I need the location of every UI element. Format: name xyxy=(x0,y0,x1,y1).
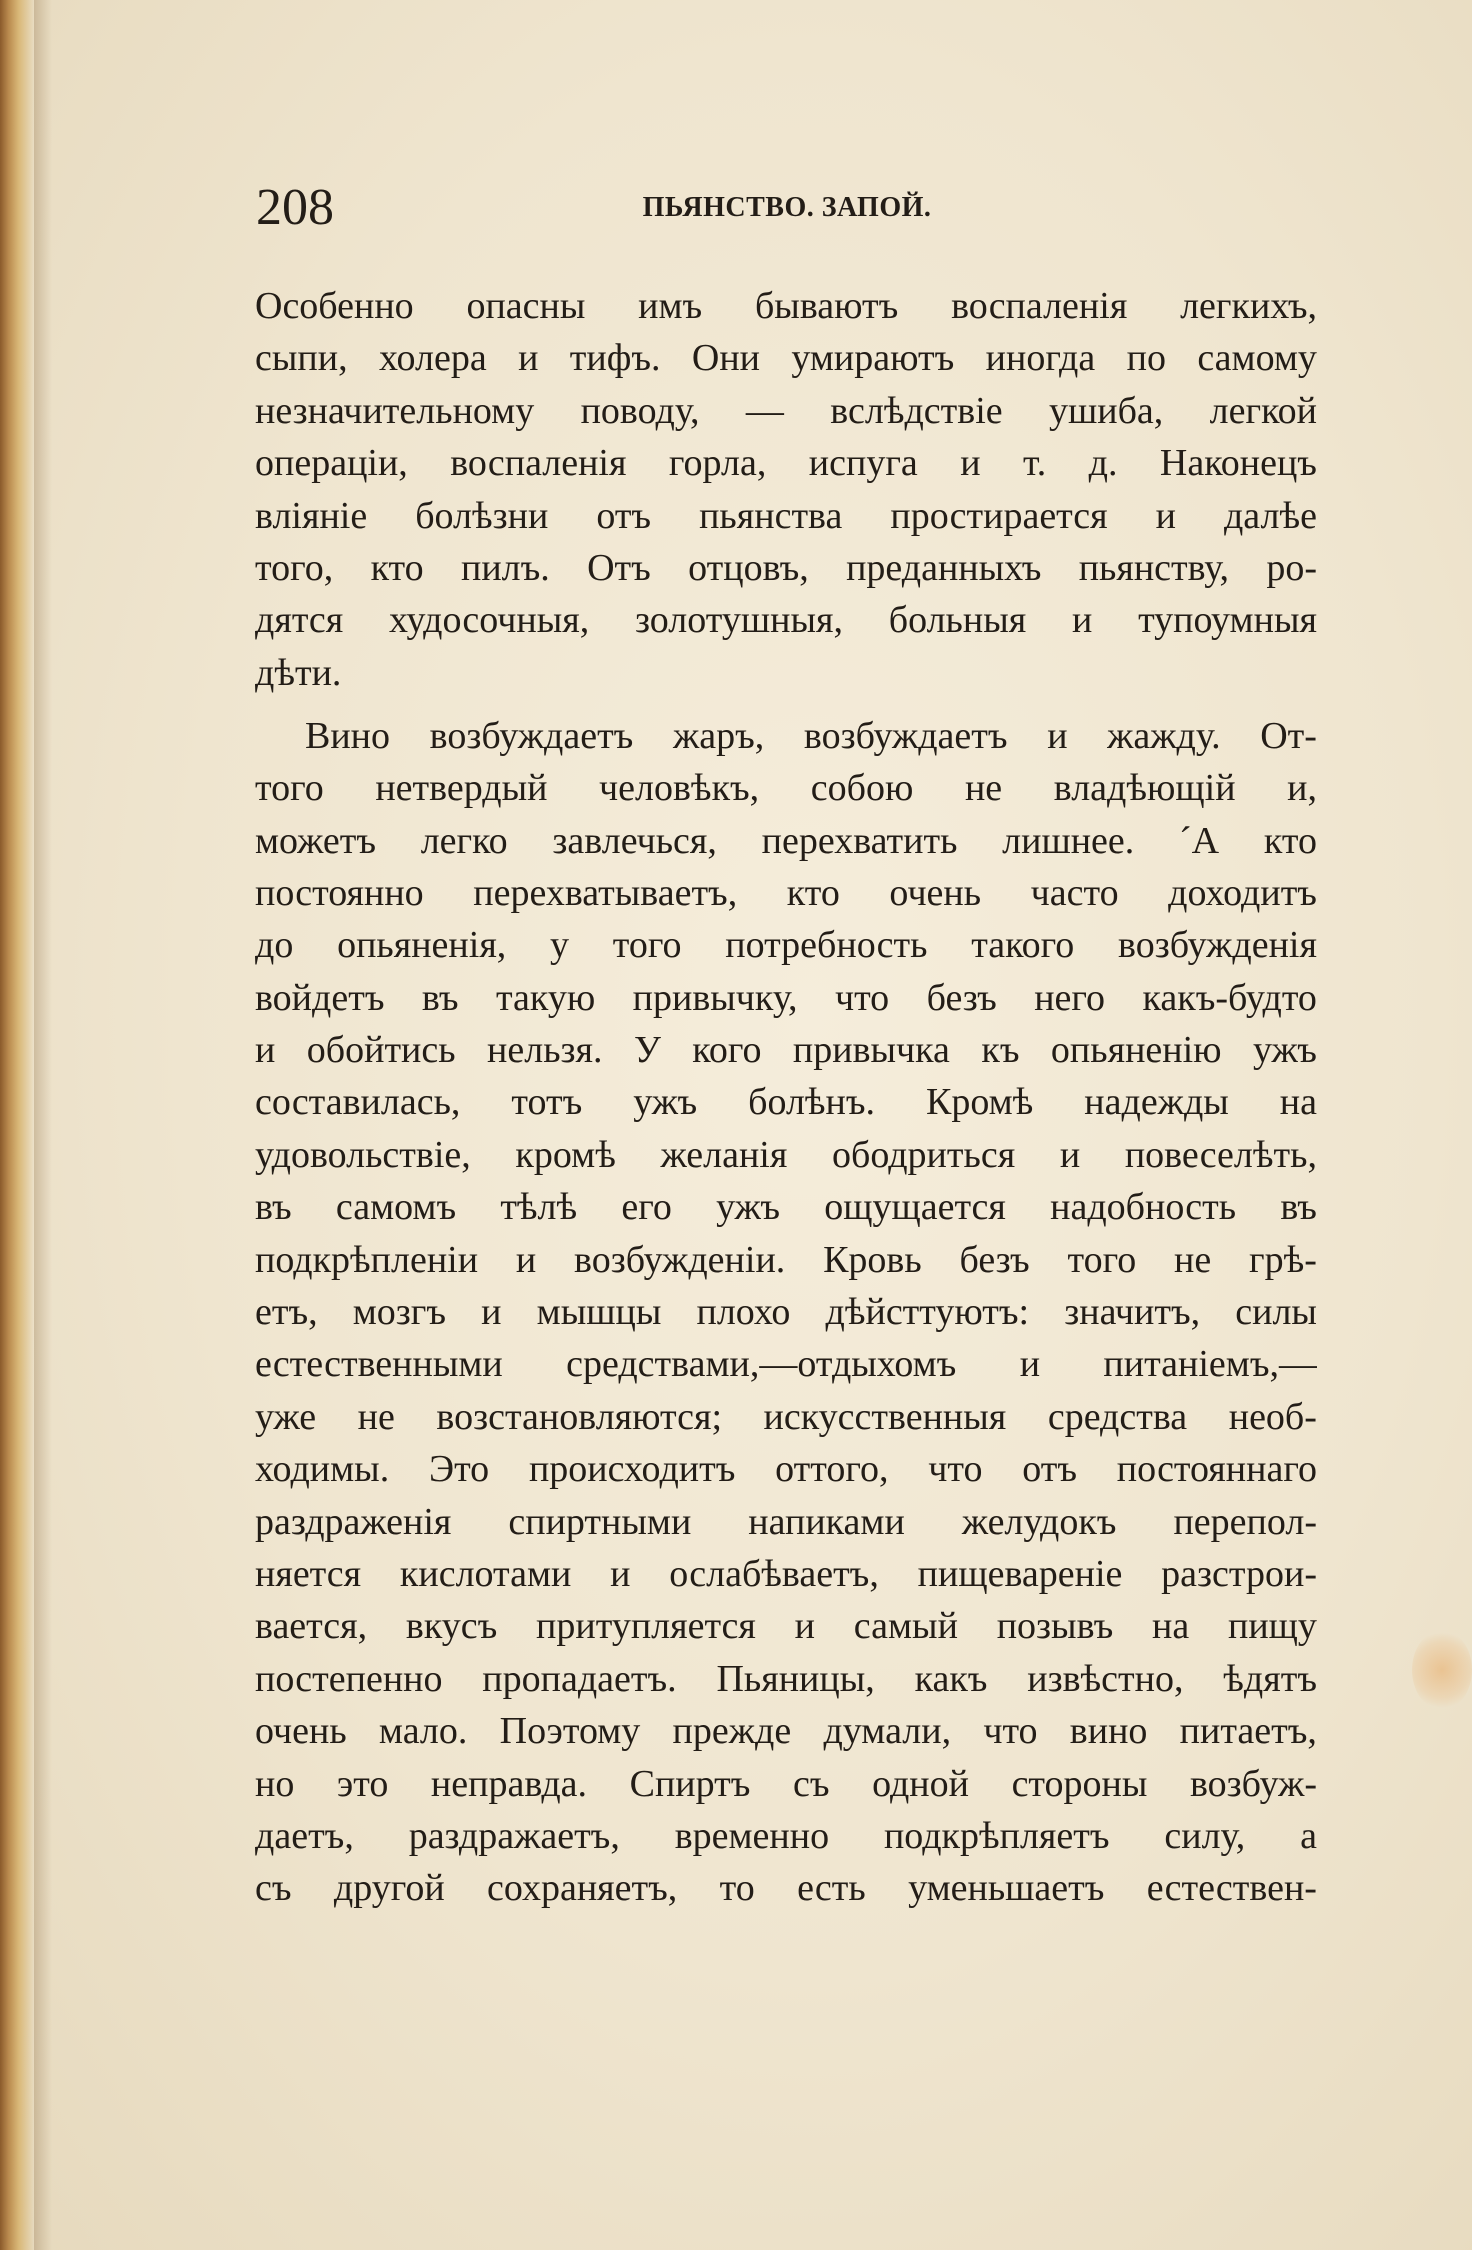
text-line xyxy=(255,1181,1317,1233)
word: постояннаго xyxy=(1116,1448,1317,1491)
word: даетъ, xyxy=(255,1814,354,1857)
word: ужъ xyxy=(1253,1029,1317,1072)
text-line xyxy=(255,332,1317,384)
word: бываютъ xyxy=(754,285,899,327)
word: умираютъ xyxy=(791,337,955,380)
word: и xyxy=(1019,1343,1041,1386)
text-line xyxy=(255,1338,1317,1390)
word: средствами,—отдыхомъ xyxy=(566,1343,957,1386)
word: необ- xyxy=(1228,1395,1317,1438)
word: потребность xyxy=(725,924,928,967)
word: болѣзни xyxy=(415,494,549,537)
word: Они xyxy=(691,337,761,380)
text-line xyxy=(255,710,1317,762)
word: думали, xyxy=(823,1710,952,1753)
text-line xyxy=(255,1600,1317,1652)
word: того xyxy=(255,767,324,810)
word: вино xyxy=(1069,1710,1148,1753)
paragraph-1 xyxy=(255,280,1317,699)
word: съ xyxy=(792,1762,830,1805)
word: разстрои- xyxy=(1161,1552,1317,1595)
word: — xyxy=(745,389,784,432)
word: притупляется xyxy=(536,1605,756,1648)
word: воспаленія xyxy=(450,442,627,485)
word: составилась, xyxy=(255,1081,461,1124)
word: тифъ. xyxy=(569,337,661,380)
word: От- xyxy=(1260,714,1317,757)
word: ужъ xyxy=(633,1081,698,1124)
word: перехватить xyxy=(761,819,958,862)
word: возбуждаетъ xyxy=(803,714,1008,757)
text-line xyxy=(255,1653,1317,1705)
word: перехватываетъ, xyxy=(473,871,738,914)
word: жаръ, xyxy=(672,714,765,757)
word: съ xyxy=(255,1867,292,1910)
word: поводу, xyxy=(580,389,700,432)
word: надежды xyxy=(1084,1081,1229,1124)
word: и xyxy=(960,442,981,485)
word: вслѣдствіе xyxy=(830,389,1003,432)
word: легкой xyxy=(1209,389,1317,432)
text-line xyxy=(255,1076,1317,1128)
word: имъ xyxy=(638,285,703,327)
word: что xyxy=(928,1448,983,1491)
page-number: 208 xyxy=(256,179,334,236)
word: очень xyxy=(255,1710,347,1753)
word: Это xyxy=(428,1448,490,1491)
word: кислотами xyxy=(399,1552,572,1595)
word: и xyxy=(255,1029,276,1072)
word: раздраженія xyxy=(255,1500,452,1543)
word: на xyxy=(1152,1605,1190,1648)
word: не xyxy=(964,767,1003,810)
text-line xyxy=(255,490,1317,542)
text-line xyxy=(255,1862,1317,1914)
word: нельзя. xyxy=(487,1029,603,1072)
text-line xyxy=(255,1443,1317,1495)
word: уже xyxy=(255,1395,317,1438)
word: напиками xyxy=(748,1500,905,1543)
word: т. xyxy=(1022,442,1047,485)
word: золотушныя, xyxy=(635,599,843,642)
word: у xyxy=(550,924,570,967)
word: есть xyxy=(797,1867,866,1910)
word: холера xyxy=(378,337,487,380)
text-line xyxy=(255,919,1317,971)
word: тѣлѣ xyxy=(500,1186,578,1229)
word: него xyxy=(1034,976,1106,1019)
word: желудокъ xyxy=(961,1500,1117,1543)
word: нетвердый xyxy=(375,767,548,810)
word: воспаленія xyxy=(951,285,1128,327)
word: ро- xyxy=(1266,546,1317,589)
paragraph-2 xyxy=(255,710,1317,1915)
word: плохо xyxy=(696,1291,791,1334)
text-line xyxy=(255,542,1317,594)
word: очень xyxy=(889,871,982,914)
word: возбужденіи. xyxy=(574,1238,786,1281)
word: значитъ, xyxy=(1064,1291,1201,1334)
text-line xyxy=(255,1234,1317,1286)
word: привычка xyxy=(792,1029,950,1072)
word: Особенно xyxy=(255,285,414,327)
word: ободриться xyxy=(831,1133,1016,1176)
word: вается, xyxy=(255,1605,368,1648)
word: подкрѣпленіи xyxy=(255,1238,479,1281)
word: стороны xyxy=(1011,1762,1148,1805)
word: ´А xyxy=(1179,819,1220,862)
word: и, xyxy=(1287,767,1317,810)
word: его xyxy=(621,1186,672,1229)
word: привычку, xyxy=(632,976,798,1019)
word: преданныхъ xyxy=(846,546,1042,589)
word: въ xyxy=(421,976,459,1019)
word: искусственныя xyxy=(763,1395,1007,1438)
word: къ xyxy=(981,1029,1020,1072)
word: мышцы xyxy=(536,1291,662,1334)
word: и xyxy=(610,1552,631,1595)
word: собою xyxy=(810,767,914,810)
word: дятся xyxy=(255,599,344,642)
word: кто xyxy=(1263,819,1317,862)
word: пьянству, xyxy=(1078,546,1229,589)
text-line xyxy=(255,1129,1317,1181)
word: силу, xyxy=(1164,1814,1246,1857)
word: возстановляются; xyxy=(436,1395,722,1438)
word: Наконецъ xyxy=(1159,442,1317,485)
word: происходитъ xyxy=(528,1448,736,1491)
word: вкусъ xyxy=(405,1605,498,1648)
word: обойтись xyxy=(306,1029,456,1072)
word: Поэтому xyxy=(499,1710,641,1753)
word: кто xyxy=(786,871,840,914)
word: опьяненія, xyxy=(337,924,507,967)
word: мало. xyxy=(378,1710,468,1753)
text-line xyxy=(255,1024,1317,1076)
word: ощущается xyxy=(824,1186,1006,1229)
text-line xyxy=(255,762,1317,814)
word: и xyxy=(1155,494,1176,537)
word: лишнее. xyxy=(1002,819,1135,862)
text-line xyxy=(255,594,1317,646)
word: болѣнъ. xyxy=(748,1081,876,1124)
word: не xyxy=(1174,1238,1212,1281)
text-line xyxy=(255,1286,1317,1338)
word: отцовъ, xyxy=(688,546,809,589)
word: надобность xyxy=(1050,1186,1237,1229)
word: няется xyxy=(255,1552,362,1595)
word: часто xyxy=(1030,871,1119,914)
word: самомъ xyxy=(335,1186,457,1229)
binding-edge xyxy=(0,0,34,2250)
binding-shadow xyxy=(34,0,52,2250)
word: Кромѣ xyxy=(926,1081,1034,1124)
word: по xyxy=(1126,337,1166,380)
word: Пьяницы, xyxy=(716,1657,875,1700)
word: самый xyxy=(853,1605,958,1648)
word: и xyxy=(1059,1133,1081,1176)
word: силы xyxy=(1235,1291,1317,1334)
text-line xyxy=(255,437,1317,489)
word: того xyxy=(612,924,682,967)
word: владѣющій xyxy=(1053,767,1236,810)
word: естественными xyxy=(255,1343,503,1386)
word: такого xyxy=(971,924,1075,967)
word: одной xyxy=(872,1762,969,1805)
word: испуга xyxy=(808,442,918,485)
word: пьянства xyxy=(699,494,843,537)
word: уменьшаетъ xyxy=(908,1867,1105,1910)
text-line: дѣти. xyxy=(255,651,342,694)
paper-stain xyxy=(1412,1630,1472,1710)
word: тотъ xyxy=(511,1081,583,1124)
word: ходимы. xyxy=(255,1448,390,1491)
word: что xyxy=(983,1710,1038,1753)
word: и xyxy=(481,1291,502,1334)
text-line xyxy=(255,1705,1317,1757)
text-line xyxy=(255,1496,1317,1548)
running-head: ПЬЯНСТВО. ЗАПОЙ. xyxy=(642,192,932,223)
word: безъ xyxy=(926,976,997,1019)
word: вліяніе xyxy=(255,494,368,537)
text-line xyxy=(255,1758,1317,1810)
word: пилъ. xyxy=(460,546,550,589)
text-line xyxy=(255,867,1317,919)
text-line xyxy=(255,385,1317,437)
word: но xyxy=(255,1762,295,1805)
word: какъ xyxy=(914,1657,988,1700)
word: временно xyxy=(674,1814,830,1857)
word: самому xyxy=(1197,337,1317,380)
word: человѣкъ, xyxy=(599,767,760,810)
word: тупоумныя xyxy=(1138,599,1317,642)
word: простирается xyxy=(890,494,1108,537)
word: питаетъ, xyxy=(1179,1710,1317,1753)
word: возбуждаетъ xyxy=(429,714,634,757)
word: горла, xyxy=(668,442,767,485)
word: ѣдятъ xyxy=(1223,1657,1317,1700)
word: ужъ xyxy=(716,1186,781,1229)
word: сохраняетъ, xyxy=(487,1867,678,1910)
word: и xyxy=(515,1238,537,1281)
word: грѣ- xyxy=(1249,1238,1317,1281)
word: другой xyxy=(333,1867,445,1910)
word: кромѣ xyxy=(515,1133,616,1176)
word: и xyxy=(1047,714,1068,757)
word: а xyxy=(1300,1814,1317,1857)
word: питаніемъ,— xyxy=(1103,1343,1317,1386)
word: Вино xyxy=(305,714,391,757)
word: удовольствіе, xyxy=(255,1133,471,1176)
word: легкихъ, xyxy=(1180,285,1317,327)
word: спиртными xyxy=(508,1500,692,1543)
word: подкрѣпляетъ xyxy=(883,1814,1110,1857)
word: того xyxy=(1067,1238,1137,1281)
body-text xyxy=(255,280,1317,1915)
word: войдетъ xyxy=(255,976,385,1019)
word: больныя xyxy=(888,599,1027,642)
word: желанія xyxy=(660,1133,788,1176)
word: опьяненію xyxy=(1050,1029,1222,1072)
word: естествен- xyxy=(1146,1867,1317,1910)
word: постепенно xyxy=(255,1657,443,1700)
word: до xyxy=(255,924,294,967)
text-line xyxy=(255,1391,1317,1443)
text-line xyxy=(255,815,1317,867)
word: Спиртъ xyxy=(629,1762,751,1805)
word: прежде xyxy=(672,1710,792,1753)
word: доходитъ xyxy=(1168,871,1317,914)
word: Отъ xyxy=(587,546,651,589)
word: етъ, xyxy=(255,1291,318,1334)
word: и xyxy=(794,1605,816,1648)
word: отъ xyxy=(1022,1448,1078,1491)
text-line xyxy=(255,972,1317,1024)
text-line xyxy=(255,1810,1317,1862)
word: пищевареніе xyxy=(917,1552,1123,1595)
word: дѣйсттуютъ: xyxy=(825,1291,1030,1334)
word: незначительному xyxy=(255,389,535,432)
word: и xyxy=(1071,599,1093,642)
word: операціи, xyxy=(255,442,408,485)
text-line xyxy=(255,1548,1317,1600)
word: раздражаетъ, xyxy=(408,1814,620,1857)
word: ослабѣваетъ, xyxy=(669,1552,879,1595)
word: какъ-будто xyxy=(1142,976,1317,1019)
word: неправда. xyxy=(430,1762,588,1805)
word: возбужденія xyxy=(1118,924,1317,967)
word: мозгъ xyxy=(352,1291,447,1334)
word: завлечься, xyxy=(552,819,717,862)
word: У xyxy=(633,1029,661,1072)
word: д. xyxy=(1088,442,1118,485)
word: въ xyxy=(255,1186,292,1229)
word: средства xyxy=(1047,1395,1188,1438)
word: далѣе xyxy=(1223,494,1317,537)
word: пищу xyxy=(1228,1605,1317,1648)
word: иногда xyxy=(985,337,1096,380)
word: пропадаетъ. xyxy=(482,1657,677,1700)
word: кто xyxy=(370,546,424,589)
word: худосочныя, xyxy=(388,599,590,642)
word: возбуж- xyxy=(1189,1762,1317,1805)
word: перепол- xyxy=(1173,1500,1317,1543)
word: жажду. xyxy=(1107,714,1221,757)
word: извѣстно, xyxy=(1027,1657,1184,1700)
word: безъ xyxy=(959,1238,1030,1281)
word: то xyxy=(719,1867,755,1910)
word: ушиба, xyxy=(1049,389,1164,432)
word: это xyxy=(336,1762,389,1805)
word: не xyxy=(357,1395,395,1438)
word: легко xyxy=(420,819,508,862)
word: того, xyxy=(255,546,334,589)
word: кого xyxy=(692,1029,762,1072)
word: повеселѣть, xyxy=(1124,1133,1317,1176)
word: сыпи, xyxy=(255,337,348,380)
word: такую xyxy=(495,976,596,1019)
word: оттого, xyxy=(775,1448,889,1491)
word: отъ xyxy=(596,494,652,537)
word: въ xyxy=(1280,1186,1317,1229)
word: опасны xyxy=(466,285,586,327)
word: можетъ xyxy=(255,819,376,862)
word: Кровь xyxy=(823,1238,922,1281)
word: постоянно xyxy=(255,871,424,914)
word: на xyxy=(1279,1081,1317,1124)
word: и xyxy=(518,337,539,380)
word: что xyxy=(834,976,890,1019)
word: позывъ xyxy=(996,1605,1114,1648)
text-line xyxy=(255,280,1317,332)
